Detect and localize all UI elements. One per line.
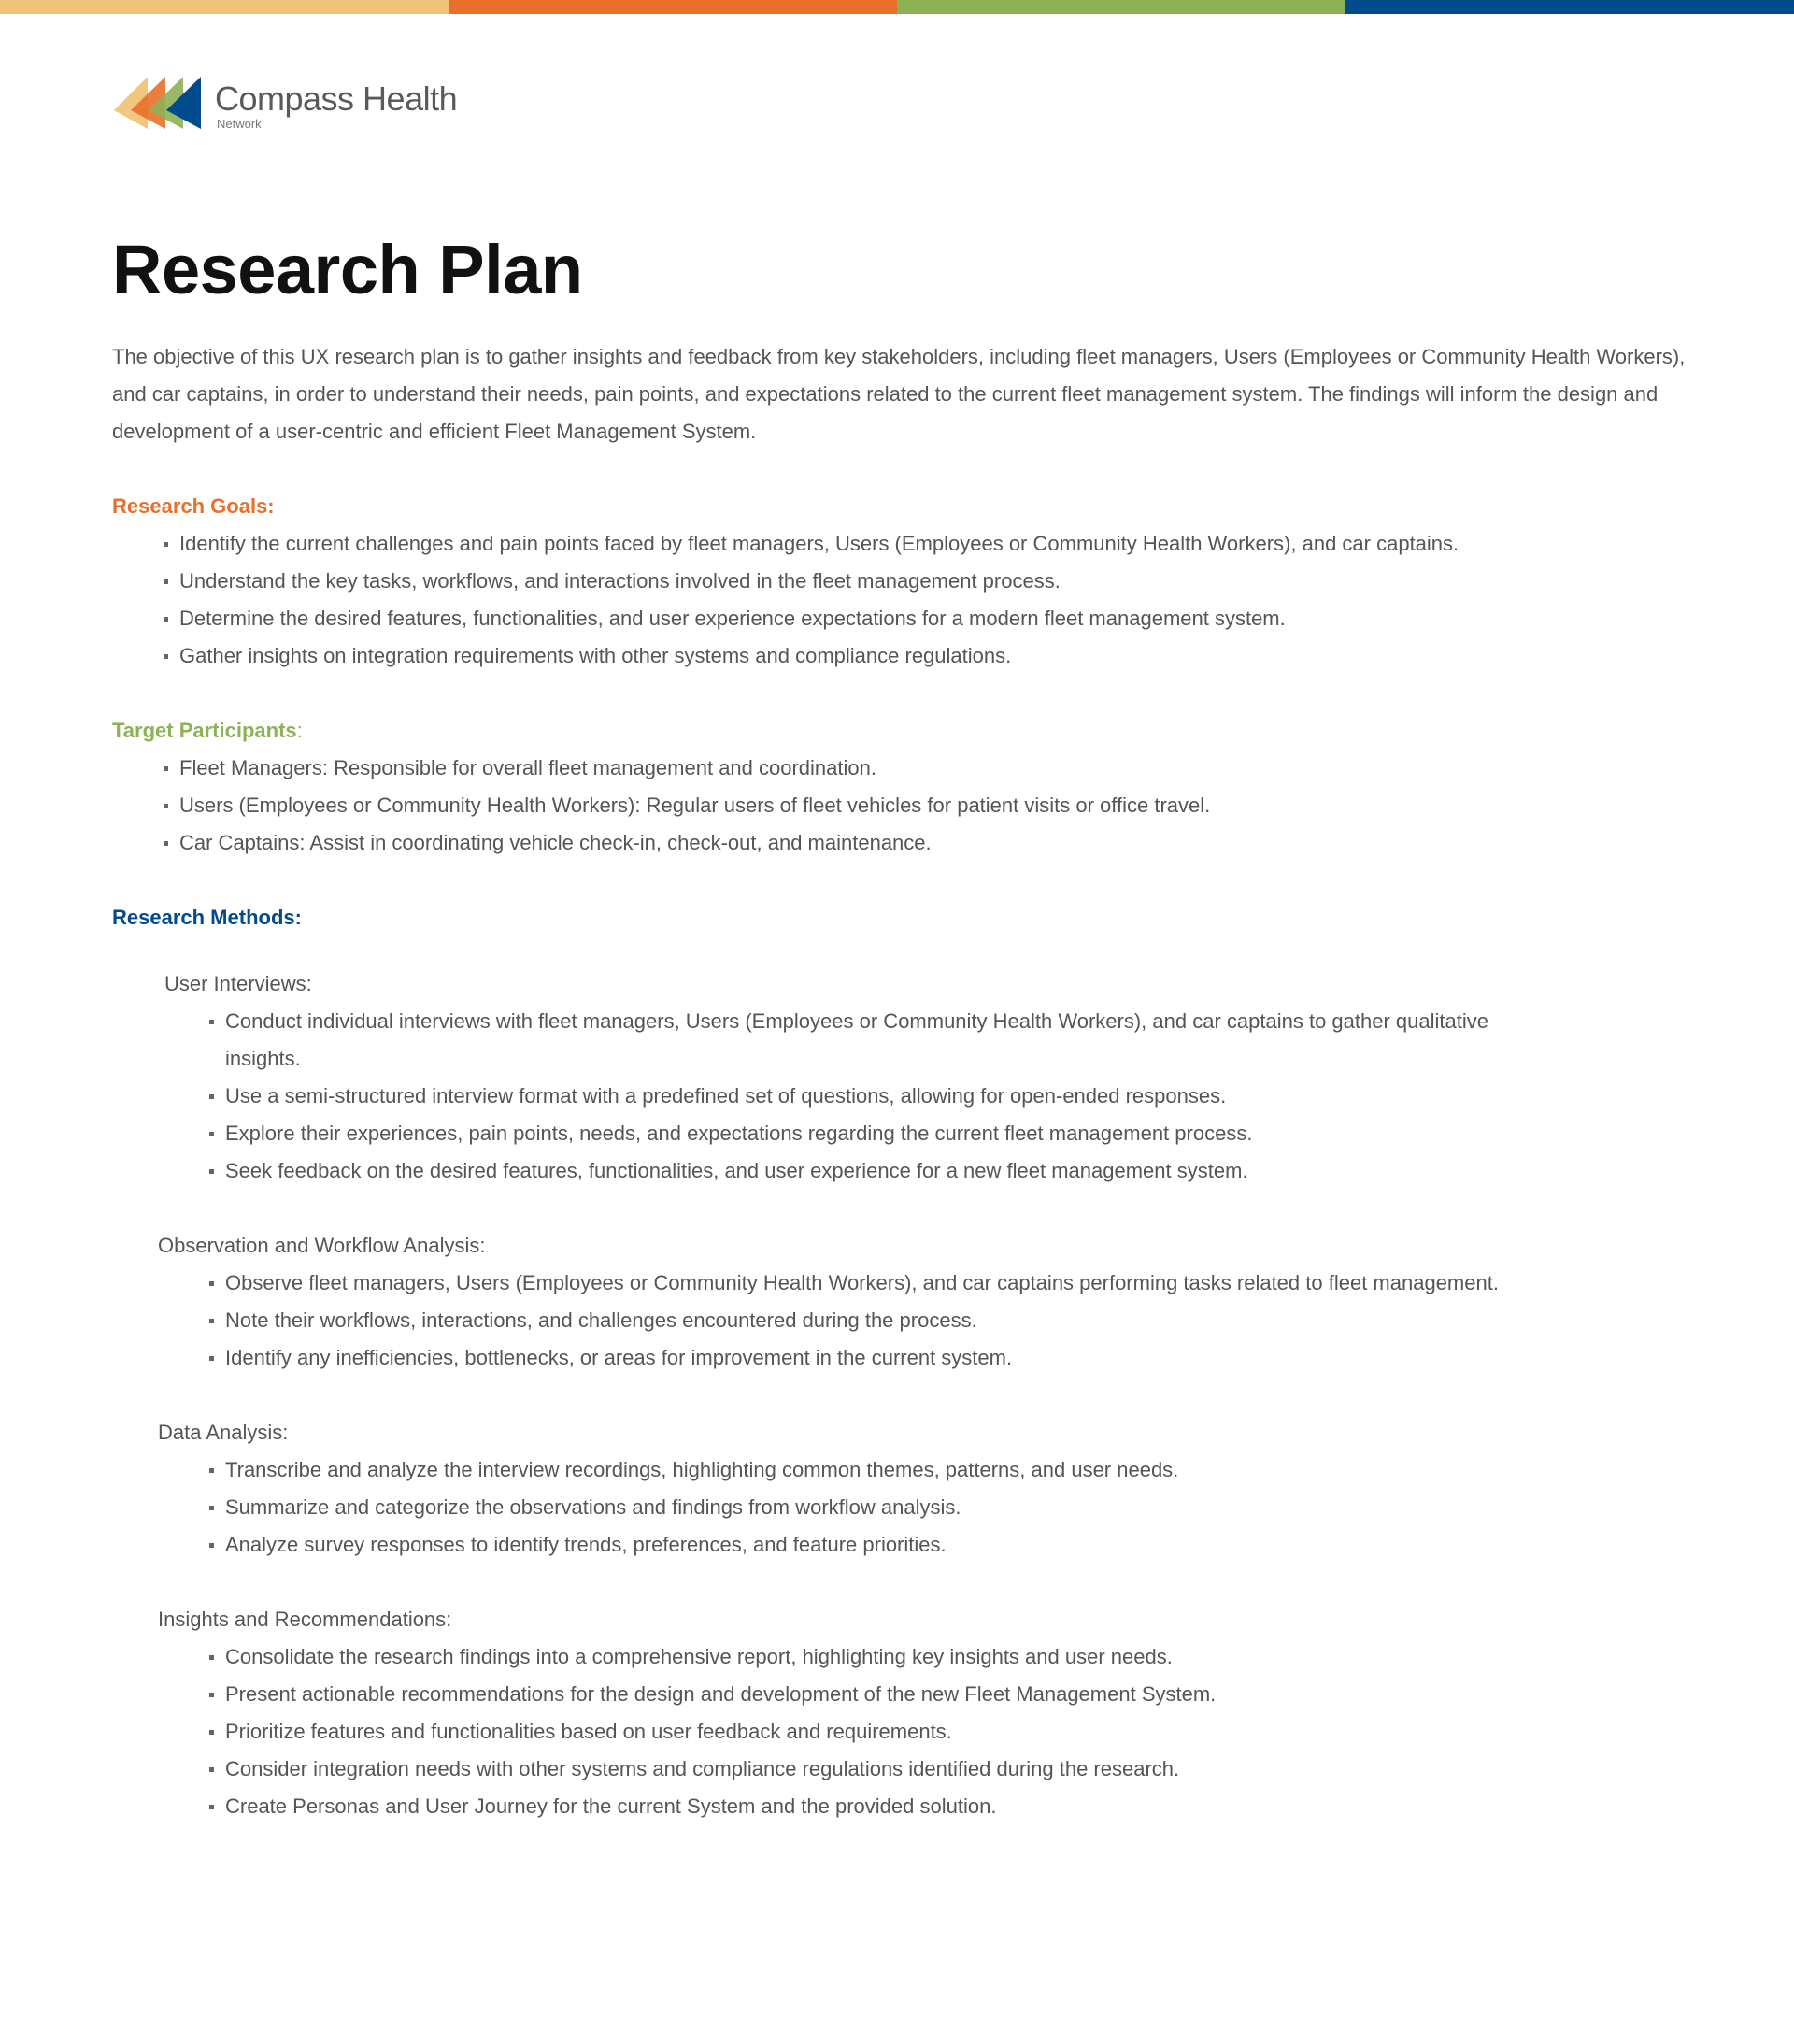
logo-triangles-icon bbox=[114, 77, 204, 129]
document-body bbox=[112, 338, 1719, 1825]
observation-list bbox=[112, 1265, 1719, 1377]
list-item: Analyze survey responses to identify trends, preferences, and feature priorities. bbox=[112, 1526, 1552, 1564]
color-bar-yellow bbox=[0, 0, 448, 14]
observation-heading: Observation and Workflow Analysis: bbox=[158, 1234, 486, 1257]
color-bar-green bbox=[897, 0, 1346, 14]
brand-color-bar bbox=[0, 0, 1794, 14]
logo-name: Compass Health bbox=[215, 79, 458, 118]
target-participants-heading bbox=[112, 712, 1719, 750]
list-item: Summarize and categorize the observations and findings from workflow analysis. bbox=[112, 1489, 1552, 1526]
list-item: Car Captains: Assist in coordinating vehicle check-in, check-out, and maintenance. bbox=[112, 824, 1719, 862]
data-analysis-list bbox=[112, 1451, 1719, 1564]
list-item: Consolidate the research findings into a comprehensive report, highlighting key insights and user needs. bbox=[112, 1638, 1552, 1676]
research-goals-heading: Research Goals: bbox=[112, 494, 275, 518]
user-interviews-list bbox=[112, 1003, 1719, 1190]
data-analysis-heading: Data Analysis: bbox=[158, 1421, 289, 1444]
list-item: Determine the desired features, functionalities, and user experience expectations for a modern fleet management system. bbox=[112, 600, 1719, 637]
target-participants-list bbox=[112, 750, 1719, 862]
list-item: Note their workflows, interactions, and challenges encountered during the process. bbox=[112, 1302, 1552, 1339]
user-interviews-heading: User Interviews: bbox=[164, 972, 312, 995]
logo-subtitle: Network bbox=[217, 117, 262, 131]
logo bbox=[114, 77, 457, 131]
list-item: Create Personas and User Journey for the current System and the provided solution. bbox=[112, 1788, 1552, 1825]
heading-colon: : bbox=[296, 719, 303, 742]
list-item: Seek feedback on the desired features, functionalities, and user experience for a new fleet management system. bbox=[112, 1152, 1552, 1190]
page-title: Research Plan bbox=[112, 231, 583, 308]
target-participants-label: Target Participants bbox=[112, 719, 297, 742]
color-bar-blue bbox=[1346, 0, 1794, 14]
insights-list bbox=[112, 1638, 1719, 1825]
intro-paragraph: The objective of this UX research plan is to gather insights and feedback from key stakeholders, including fleet managers, Users (Employees or Community Health Workers), and car captains, in order to understand their needs, pain points, and expectations related to the current fleet management system. The findings will inform the design and development of a user-centric and efficient Fleet Management System. bbox=[112, 345, 1686, 443]
list-item: Use a semi-structured interview format with a predefined set of questions, allowing for open-ended responses. bbox=[112, 1078, 1552, 1115]
list-item: Understand the key tasks, workflows, and interactions involved in the fleet management process. bbox=[112, 563, 1719, 600]
list-item: Identify any inefficiencies, bottlenecks, or areas for improvement in the current system. bbox=[112, 1339, 1552, 1377]
insights-heading: Insights and Recommendations: bbox=[158, 1608, 452, 1631]
color-bar-orange bbox=[448, 0, 897, 14]
list-item: Users (Employees or Community Health Workers): Regular users of fleet vehicles for patient visits or office travel. bbox=[112, 787, 1719, 824]
research-methods-heading: Research Methods: bbox=[112, 906, 302, 929]
list-item: Transcribe and analyze the interview recordings, highlighting common themes, patterns, and user needs. bbox=[112, 1451, 1552, 1489]
list-item: Identify the current challenges and pain points faced by fleet managers, Users (Employees or Community Health Workers), and car captains. bbox=[112, 525, 1719, 563]
list-item: Conduct individual interviews with fleet managers, Users (Employees or Community Health Workers), and car captains to gather qualitative insights. bbox=[112, 1003, 1552, 1078]
research-goals-list bbox=[112, 525, 1719, 675]
list-item: Observe fleet managers, Users (Employees or Community Health Workers), and car captains performing tasks related to fleet management. bbox=[112, 1265, 1683, 1302]
list-item: Consider integration needs with other systems and compliance regulations identified during the research. bbox=[112, 1751, 1552, 1788]
list-item: Present actionable recommendations for the design and development of the new Fleet Management System. bbox=[112, 1676, 1552, 1713]
list-item: Explore their experiences, pain points, needs, and expectations regarding the current fleet management process. bbox=[112, 1115, 1552, 1152]
list-item: Prioritize features and functionalities based on user feedback and requirements. bbox=[112, 1713, 1552, 1751]
list-item: Gather insights on integration requirements with other systems and compliance regulations. bbox=[112, 637, 1719, 675]
list-item: Fleet Managers: Responsible for overall fleet management and coordination. bbox=[112, 750, 1719, 787]
